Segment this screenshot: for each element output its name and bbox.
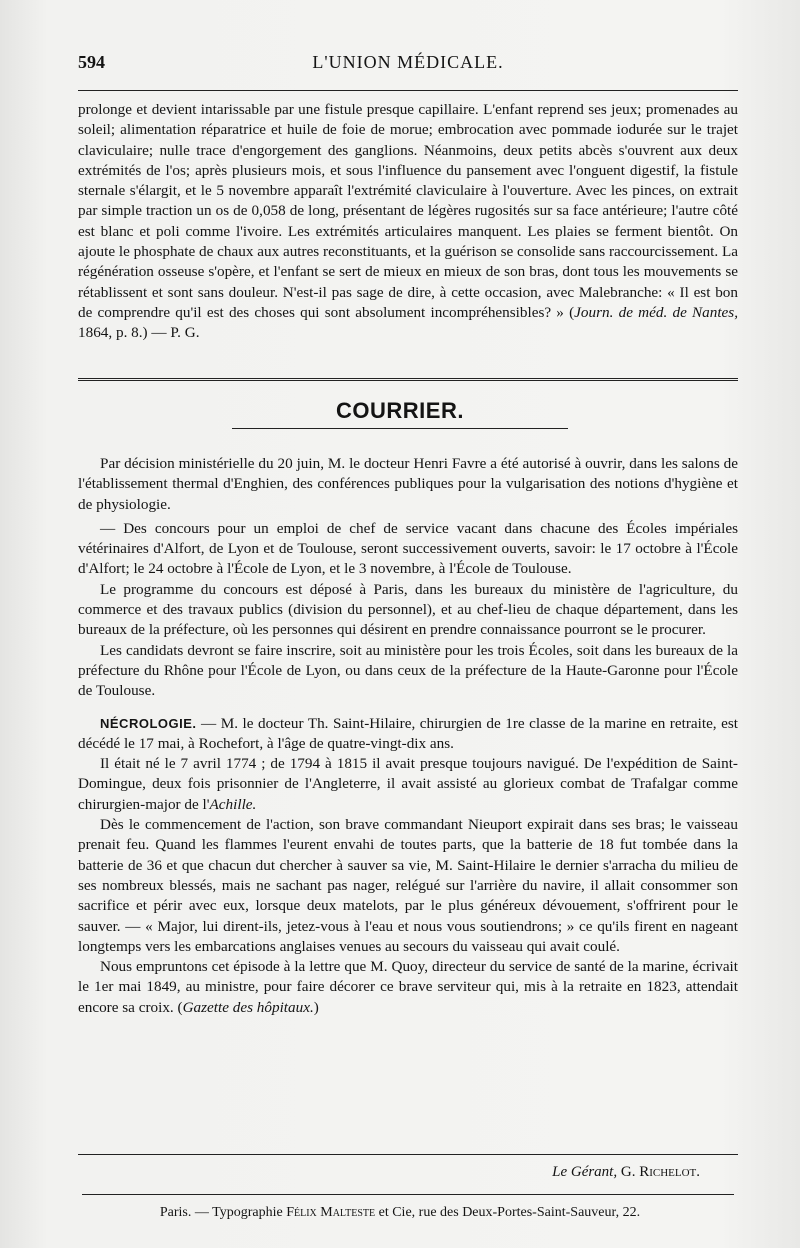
footer-rule (78, 1154, 738, 1155)
quoy-text: Nous empruntons cet épisode à la lettre que M. Quoy, directeur du service de santé de la marine, écrivait le 1er mai 1849, au ministre, pour faire décorer ce brave serviteur qui, mis à la retraite en 1823, attendait encore sa croix. ( (78, 958, 738, 1016)
paragraph-biographie (78, 754, 738, 815)
intro-text: prolonge et devient intarissable par une fistule presque capillaire. L'enfant reprend ses jeux; promenades au soleil; alimentation réparatrice et huile de foie de morue; embrocation avec pommade iodurée sur le trajet claviculaire; nulle trace d'engorgement des ganglions. Néanmoins, deux petits abcès s'ouvrent aux deux extrémités de l'os; après plusieurs mois, et sous l'influence du pansement avec l'onguent digestif, la fistule sternale s'élargit, et le 5 novembre apparaît l'extrémité claviculaire à l'ouverture. Avec les pinces, on extrait par simple traction un os de 0,058 de long, présentant de légères rugosités sur sa face antérieure; l'autre côté est blanc et poli comme l'ivoire. Les extrémités articulaires manquent. Les plaies se ferment bientôt. On ajoute le phosphate de chaux aux autres reconstituants, et la guérison se consolide sans raccourcissement. La régénération osseuse s'opère, et l'enfant se sert de mieux en mieux de son bras, dont tous les mouvements se rétablissent et sont sans douleur. N'est-il pas sage de dire, à cette occasion, avec Malebranche: « Il est bon de comprendre qu'il est des choses qui sont absolument incompréhensibles? » ( (78, 101, 739, 321)
gerant-label: Le Gérant, (552, 1164, 618, 1180)
ship-name: Achille. (209, 795, 257, 813)
running-title: L'UNION MÉDICALE. (312, 52, 504, 72)
gerant-name: G. Richelot. (620, 1164, 700, 1180)
imprint-rule (82, 1194, 734, 1195)
necrologie-text: — M. le docteur Th. Saint-Hilaire, chirurgien de 1re classe de la marine en retraite, est décédé le 17 mai, à Rochefort, à l'âge de quatre-vingt-dix ans. (78, 714, 738, 752)
paragraph-trafalgar: Dès le commencement de l'action, son brave commandant Nieuport expirait dans ses bras; le vaisseau prenait feu. Quand les flammes l'eurent envahi de toutes parts, que la batterie de 18 fut tombée dans la batterie de 36 et que chacun dut chercher à sauver sa vie, M. Saint-Hilaire le dernier s'arracha du milieu de ses nombreux blessés, mais ne sachant pas nager, relégué sur l'arrière du navire, il allait consommer son sacrifice et périr avec eux, lorsque deux matelots, par le plus généreux dévouement, s'offrirent pour le sauver. — « Major, lui dirent-ils, jetez-vous à l'eau et nous vous soutiendrons; » ce qu'ils firent en nageant longtemps vers les embarcations anglaises venues au secours du vaisseau qui avait coulé. (78, 816, 738, 955)
printer-imprint (0, 1205, 800, 1221)
paragraph-programme: Le programme du concours est déposé à Paris, dans les bureaux du ministère de l'agriculture, du commerce et des travaux publics (division du personnel), et au chef-lieu de chaque département, dans les bureaux de la préfecture, où les personnes qui désirent en prendre connaissance pourront se le procurer. (78, 580, 738, 639)
header-rule (78, 90, 738, 91)
intro-paragraph (78, 100, 738, 344)
paragraph-candidats: Les candidats devront se faire inscrire, soit au ministère pour les trois Écoles, soit dans les bureaux de la préfecture du Rhône pour l'École de Lyon, ou dans ceux de la préfecture de la Haute-Garonne pour l'École de Toulouse. (78, 641, 738, 700)
section-divider (78, 378, 738, 381)
page-number: 594 (78, 52, 105, 72)
quoy-text-end: ) (313, 998, 319, 1016)
courrier-body (78, 454, 738, 1018)
page-header (78, 50, 738, 80)
imprint-text: Paris. — Typographie (159, 1205, 287, 1220)
section-title: COURRIER. (336, 398, 464, 423)
intro-continuation (78, 100, 738, 344)
source-citation: Gazette des hôpitaux. (182, 998, 314, 1016)
section-title-underline (232, 428, 568, 429)
paragraph-conferences: Par décision ministérielle du 20 juin, M. le docteur Henri Favre a été autorisé à ouvrir, dans les salons de l'établissement thermal d'Enghien, des conférences publiques pour la vulgarisation des notions d'hygiène et de physiologie. (78, 455, 738, 513)
intro-text-end: 1864, p. 8.) — P. G. (78, 324, 200, 342)
paragraph-quoy (78, 957, 738, 1018)
biographie-text: Il était né le 7 avril 1774 ; de 1794 à 1815 il avait presque toujours navigué. De l'expédition de Saint-Domingue, deux fois prisonnier de l'Angleterre, il avait assisté au glorieux combat de Trafalgar comme chirurgien-major de l' (78, 755, 738, 813)
journal-citation: Journ. de méd. de Nantes, (574, 303, 739, 321)
necrologie-label: NÉCROLOGIE. (100, 715, 197, 731)
imprint-address: et Cie, rue des Deux-Portes-Saint-Sauveur, 22. (375, 1205, 641, 1220)
paragraph-necrologie (78, 714, 738, 755)
paragraph-concours: — Des concours pour un emploi de chef de service vacant dans chacune des Écoles impériales vétérinaires d'Alfort, de Lyon et de Toulouse, seront successivement ouverts, savoir: le 17 octobre à l'École d'Alfort; le 24 octobre à l'École de Lyon, et le 3 novembre, à l'École de Toulouse. (78, 519, 738, 578)
gerant-signature (552, 1164, 700, 1181)
printer-name: Félix Malteste (286, 1205, 376, 1220)
